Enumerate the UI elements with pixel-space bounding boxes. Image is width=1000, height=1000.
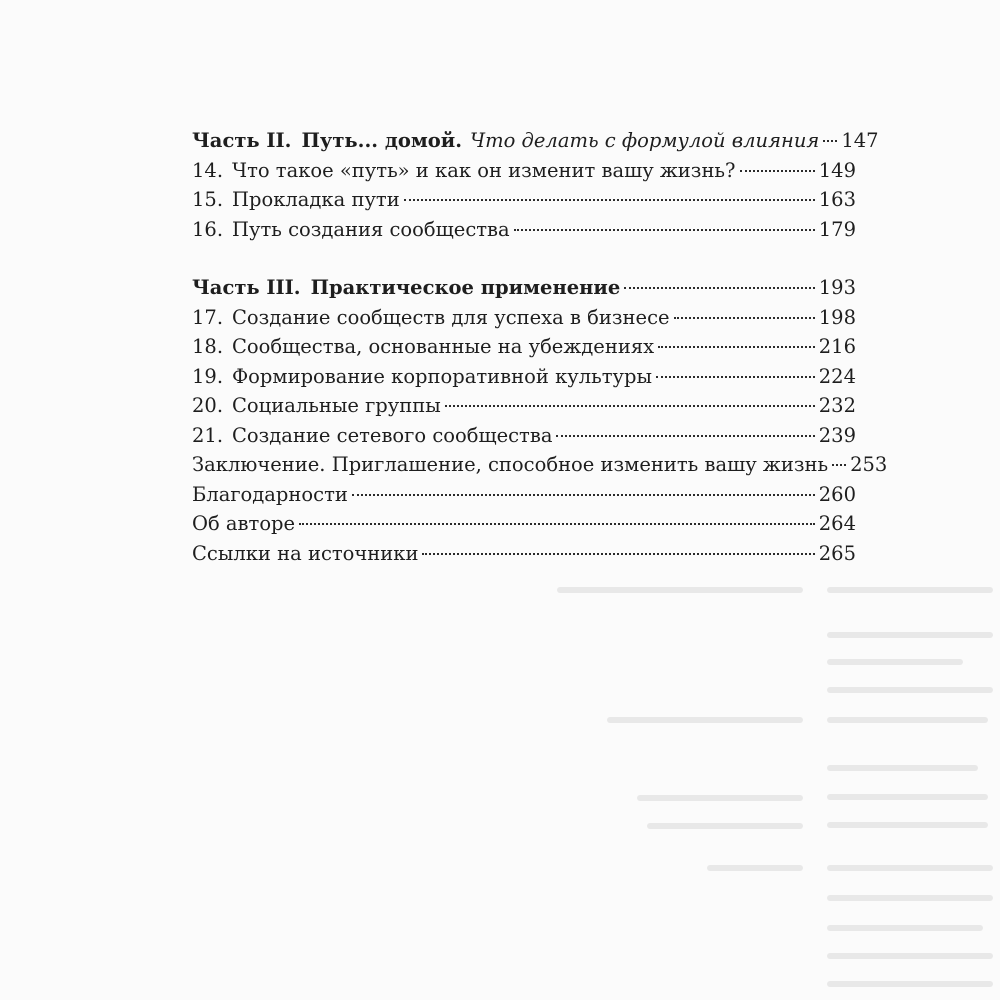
entry-title: Благодарности <box>192 482 348 506</box>
toc-chapter-18 <box>192 332 856 362</box>
dot-leader <box>445 405 815 407</box>
toc-chapter-19 <box>192 362 856 392</box>
part-title: Практическое применение <box>310 276 621 299</box>
dot-leader <box>674 317 815 319</box>
dot-leader <box>832 464 846 466</box>
page-number: 216 <box>818 335 856 358</box>
page-number: 260 <box>818 482 856 506</box>
chapter-title: Создание сообществ для успеха в бизнесе <box>232 305 670 329</box>
part-title: Путь... домой. <box>301 129 463 152</box>
chapter-number: 21. <box>192 423 224 447</box>
toc-chapter-16 <box>192 215 856 245</box>
page-number: 232 <box>818 394 856 417</box>
dot-leader <box>352 494 815 496</box>
toc-acknowledgements <box>192 480 856 510</box>
chapter-number: 14. <box>192 158 224 182</box>
entry-title: Об авторе <box>192 512 296 535</box>
page-number: 239 <box>818 423 856 447</box>
chapter-title: Что такое «путь» и как он изменит вашу жизнь? <box>232 158 736 182</box>
table-of-contents <box>192 126 888 568</box>
chapter-title: Путь создания сообщества <box>232 217 510 241</box>
page-number: 163 <box>818 188 856 211</box>
chapter-title: Создание сетевого сообщества <box>232 423 553 447</box>
page-number: 193 <box>818 276 856 299</box>
toc-chapter-17 <box>192 303 856 333</box>
toc-part-3 <box>192 273 856 303</box>
page-number: 149 <box>818 158 856 182</box>
dot-leader <box>514 229 815 231</box>
part-subtitle: Что делать с формулой влияния <box>470 129 820 152</box>
dot-leader <box>656 376 815 378</box>
dot-leader <box>404 199 815 201</box>
toc-part-2 <box>192 126 879 156</box>
chapter-number: 16. <box>192 217 224 241</box>
page-number: 147 <box>841 129 879 152</box>
page-number: 179 <box>818 217 856 241</box>
toc-references <box>192 539 856 569</box>
toc-chapter-15 <box>192 185 856 215</box>
chapter-number: 19. <box>192 364 224 388</box>
entry-title: Заключение. Приглашение, способное изменить вашу жизнь <box>192 453 829 476</box>
toc-chapter-21 <box>192 421 856 451</box>
dot-leader <box>422 553 814 555</box>
chapter-title: Формирование корпоративной культуры <box>232 364 653 388</box>
part-label: Часть II. <box>192 129 292 152</box>
chapter-number: 20. <box>192 394 224 417</box>
chapter-title: Прокладка пути <box>232 188 400 211</box>
dot-leader <box>299 523 815 525</box>
chapter-title: Сообщества, основанные на убеждениях <box>232 335 655 358</box>
page-number: 253 <box>850 453 888 476</box>
dot-leader <box>823 140 837 142</box>
dot-leader <box>658 346 815 348</box>
chapter-number: 17. <box>192 305 224 329</box>
dot-leader <box>740 170 815 172</box>
chapter-number: 18. <box>192 335 224 358</box>
page-number: 265 <box>818 541 856 565</box>
page-number: 198 <box>818 305 856 329</box>
dot-leader <box>624 287 815 289</box>
chapter-title: Социальные группы <box>232 394 441 417</box>
entry-title: Ссылки на источники <box>192 541 419 565</box>
toc-about-author <box>192 509 856 539</box>
dot-leader <box>556 435 814 437</box>
section-gap <box>192 244 856 273</box>
toc-conclusion <box>192 450 888 480</box>
page-number: 264 <box>818 512 856 535</box>
chapter-number: 15. <box>192 188 224 211</box>
part-label: Часть III. <box>192 276 301 299</box>
toc-chapter-20 <box>192 391 856 421</box>
page-number: 224 <box>818 364 856 388</box>
toc-chapter-14 <box>192 156 856 186</box>
